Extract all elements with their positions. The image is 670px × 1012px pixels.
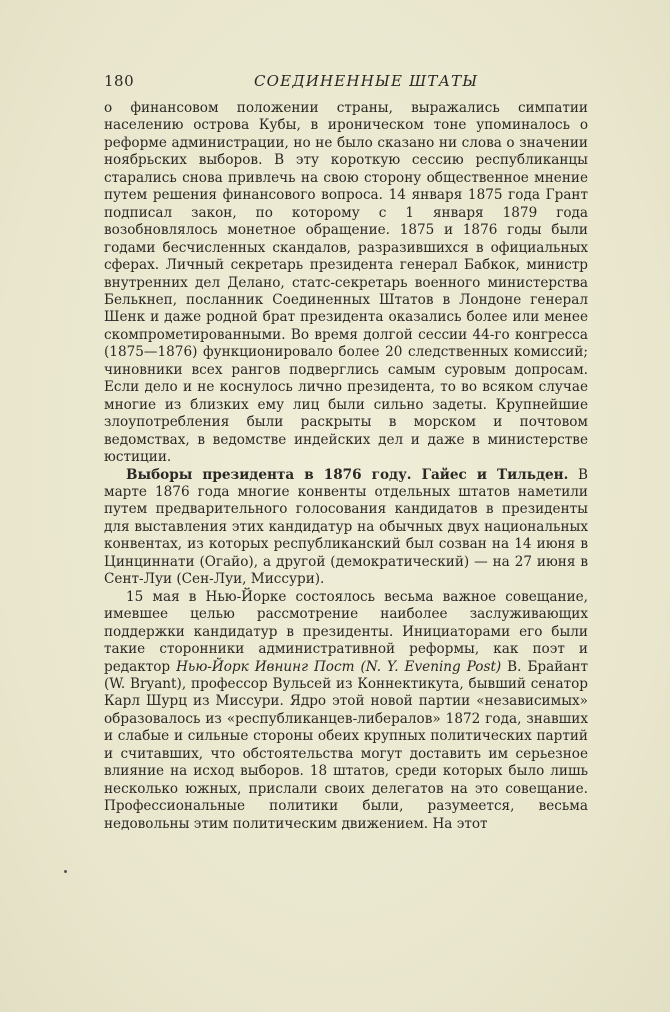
section-heading: Выборы президента в 1876 году. Гайес и Тильден.: [126, 466, 569, 483]
newspaper-title: Нью-Йорк Ивнинг Пост (N. Y. Evening Post): [176, 658, 502, 675]
paragraph-1: о финансовом положении страны, выражались симпатии населению острова Кубы, в ироническом тоне упоминалось о реформе администрации, но не было сказано ни слова о значении ноябрьских выборов. В эту короткую сессию республиканцы старались снова привлечь на свою сторону общественное мнение путем решения финансового вопроса. 14 января 1875 года Грант подписал закон, по которому с 1 января 1879 года возобновлялось монетное обращение. 1875 и 1876 годы были годами бесчисленных скандалов, разразившихся в официальных сферах. Личный секретарь президента генерал Бабкок, министр внутренних дел Делано, статс-секретарь военного министерства Белькнеп, посланник Соединенных Штатов в Лондоне генерал Шенк и даже родной брат президента оказались более или менее скомпрометированными. Во время долгой сессии 44-го конгресса (1875—1876) функционировало более 20 следственных комиссий; чиновники всех рангов подверглись самым суровым допросам. Если дело и не коснулось лично президента, то во всяком случае многие из близких ему лиц были сильно задеты. Крупнейшие злоупотребления были раскрыты в морском и почтовом ведомствах, в ведомстве индейских дел и даже в министерстве юстиции.: [104, 100, 588, 466]
page-header: [104, 72, 574, 94]
paragraph-3-text-before: 15 мая в Нью-Йорке состоялось весьма важное совещание, имевшее целью рассмотрение наиболее заслуживающих поддержки кандидатур в президенты. Инициаторами его были такие сторонники административной реформы, как поэт и редактор: [104, 588, 588, 675]
margin-speck: [64, 870, 67, 873]
page-number: 180: [104, 72, 135, 90]
paragraph-3-text-after: В. Брайант (W. Bryant), профессор Вульсей из Коннектикута, бывший сенатор Карл Шурц из Миссури. Ядро этой новой партии «независимых» образовалось из «республиканцев-либералов» 1872 года, знавших и слабые и сильные стороны обеих крупных политических партий и считавших, что обстоятельства могут доставить им серьезное влияние на исход выборов. 18 штатов, среди которых было лишь несколько южных, прислали своих делегатов на это совещание. Профессиональные политики были, разумеется, весьма недовольны этим политическим движением. На этот: [104, 658, 588, 832]
paragraph-2-text: В марте 1876 года многие конвенты отдельных штатов наметили путем предварительного голосования кандидатов в президенты для выставления этих кандидатур на обычных двух национальных конвентах, из которых республиканский был созван на 14 июня в Цинциннати (Огайо), а другой (демократический) — на 27 июня в Сент-Луи (Сен-Луи, Миссури).: [104, 466, 589, 588]
body-text: [104, 100, 588, 833]
paragraph-3: [104, 589, 588, 833]
paragraph-2: [104, 467, 588, 589]
running-title: СОЕДИНЕННЫЕ ШТАТЫ: [254, 72, 479, 90]
